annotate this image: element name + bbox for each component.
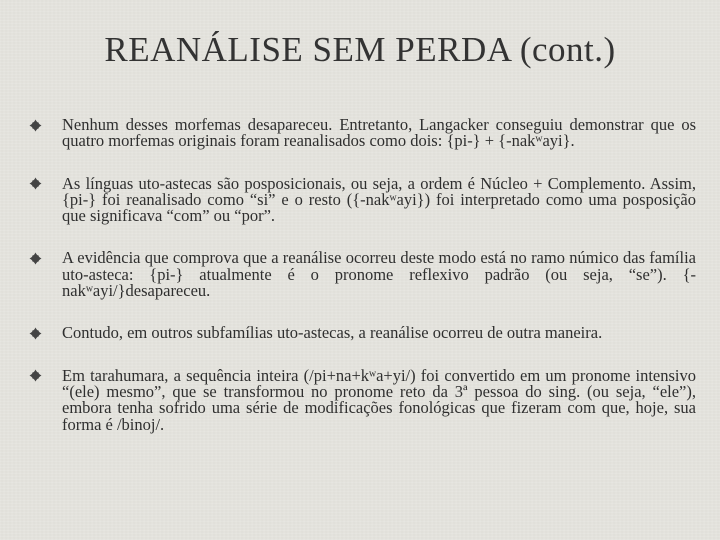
bullet-text: A evidência que comprova que a reanálise ocorreu deste modo está no ramo númico das família uto-asteca: {pi-} atualmente é o pronome reflexivo padrão (ou seja, “se”). {-nakʷayi/}desapareceu.: [62, 248, 696, 301]
bullet-text: As línguas uto-astecas são posposicionais, ou seja, a ordem é Núcleo + Complemento. Assim, {pi-} foi reanalisado como “si” e o resto ({-nakʷayi}) foi interpretado como uma posposição que significava “com” ou “por”.: [62, 173, 696, 226]
bullet-text: Em tarahumara, a sequência inteira (/pi+na+kʷa+yi/) foi convertido em um pronome intensivo “(ele) mesmo”, que se transformou no pronome reto da 3ª pessoa do sing. (ou seja, “ele”), embora tenha sofrido uma série de modificações fonológicas que fizeram com que, hoje, sua forma é /binoj/.: [62, 365, 696, 434]
bullet-text: Nenhum desses morfemas desapareceu. Entretanto, Langacker conseguiu demonstrar que os quatro morfemas originais foram reanalisados como dois: {pi-} + {-nakʷayi}.: [62, 115, 696, 151]
diamond-bullet-icon: [28, 117, 42, 133]
diamond-bullet-icon: [28, 368, 42, 384]
diamond-bullet-icon: [28, 176, 42, 192]
bullet-item: [26, 117, 696, 150]
bullet-item: [26, 325, 696, 341]
bullet-item: [26, 173, 696, 226]
slide-title: REANÁLISE SEM PERDA (cont.): [104, 30, 616, 69]
bullet-text: Contudo, em outros subfamílias uto-astecas, a reanálise ocorreu de outra maneira.: [62, 323, 603, 343]
diamond-bullet-icon: [28, 250, 42, 266]
bullet-list: [26, 117, 696, 433]
diamond-bullet-icon: [28, 325, 42, 341]
bullet-item: [26, 250, 696, 299]
bullet-item: [26, 365, 696, 434]
